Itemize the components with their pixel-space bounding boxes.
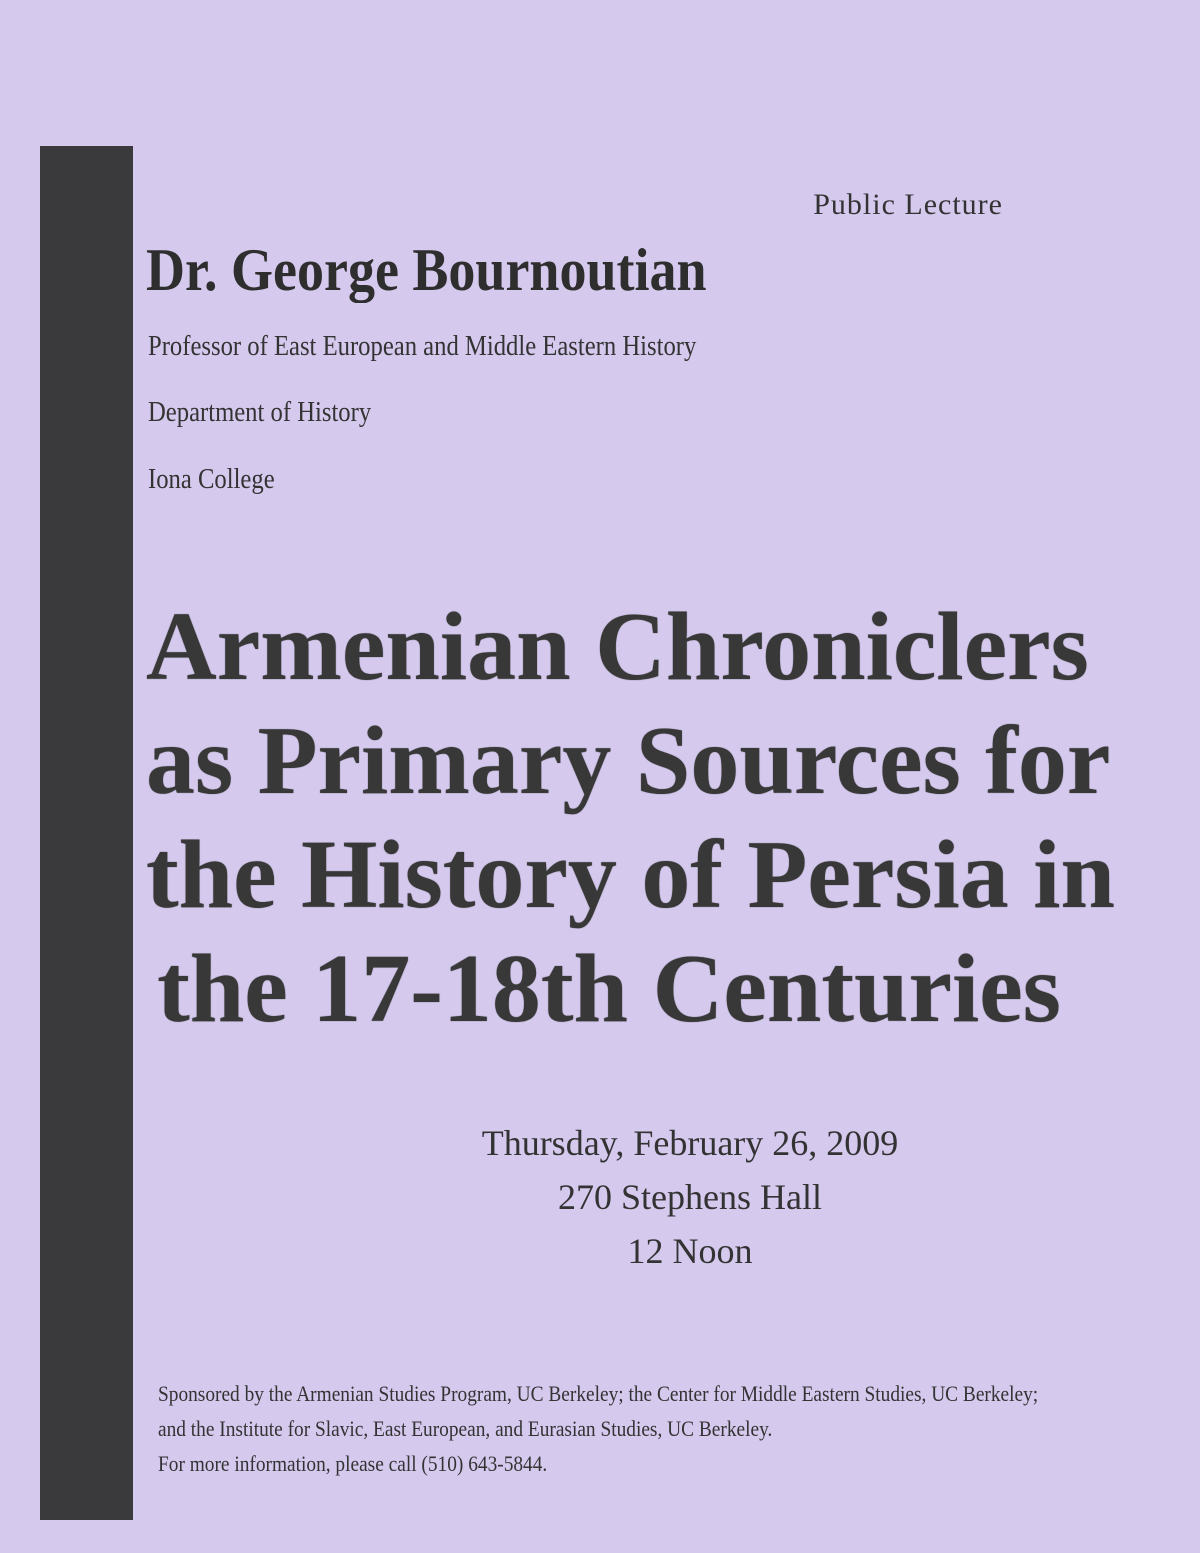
speaker-department: Department of History: [148, 396, 372, 428]
event-location: 270 Stephens Hall: [558, 1177, 822, 1217]
speaker-name: Dr. George Bournoutian: [146, 237, 707, 303]
event-details: [440, 1116, 940, 1278]
lecture-title-line: Armenian Chroniclers: [146, 593, 1089, 701]
speaker-title: Professor of East European and Middle Eastern History: [148, 330, 697, 362]
event-time: 12 Noon: [627, 1231, 753, 1271]
contact-line: For more information, please call (510) 643-5844.: [158, 1451, 548, 1476]
lecture-title: [146, 590, 1115, 1046]
lecture-title-line: as Primary Sources for: [146, 707, 1111, 815]
event-date: Thursday, February 26, 2009: [481, 1123, 899, 1163]
event-type-label: Public Lecture: [813, 188, 1003, 221]
lecture-title-line: the History of Persia in: [146, 821, 1115, 929]
speaker-institution: Iona College: [148, 463, 275, 495]
side-bar-decoration: [40, 146, 133, 1520]
sponsor-info: [158, 1376, 1158, 1481]
lecture-title-line: the 17-18th Centuries: [157, 935, 1061, 1043]
sponsor-line: Sponsored by the Armenian Studies Program, UC Berkeley; the Center for Middle Eastern Studies, UC Berkeley;: [158, 1381, 1039, 1406]
sponsor-line: and the Institute for Slavic, East European, and Eurasian Studies, UC Berkeley.: [158, 1416, 773, 1441]
